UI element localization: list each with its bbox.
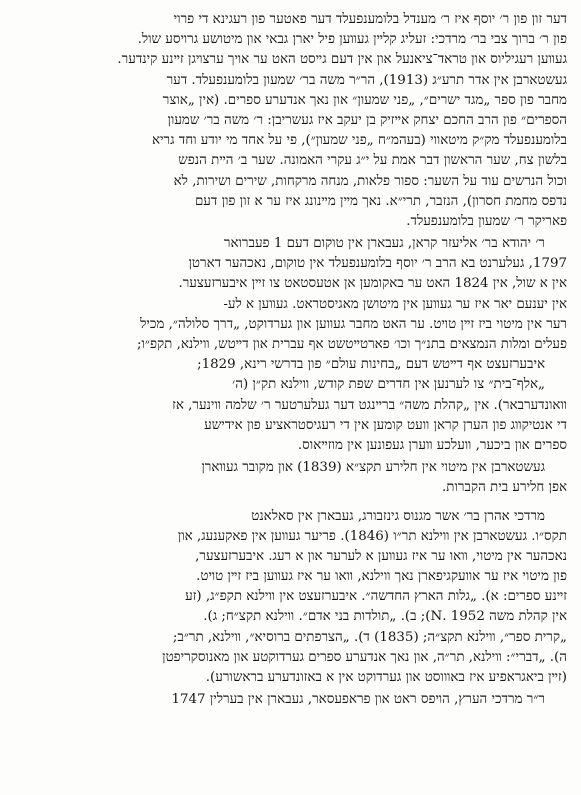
- paragraph-kron: [14, 234, 567, 456]
- text-line: מחבר פון ספר „מגד ישרים״, „פני שמעון״ און נאך אנדערע ספרים. (אין „אוצר: [162, 92, 567, 108]
- text-line: 1797, געלערנט בא הרב ר׳ יוסף בלומענפעלד אין טוקום, נאכהער דארטן: [188, 256, 567, 272]
- text-line: געשטארבן אין אדר תרע״ג (1913), הר״ר משה בר׳ שמעון בלומענפעלד. דער: [166, 72, 567, 88]
- text-line: אפן חלירע בית הקברות.: [442, 480, 567, 496]
- text-line: רער אין מיטוי ביז זײן טױט. ער האט מחבר געװען און גערדוקט, „דרך סלולה״, מכיל: [140, 316, 567, 332]
- text-line: געשטארבן אין מיטוי אין חלירע תקצ״א (1839) און מקובר געװארן: [201, 460, 545, 476]
- text-line: נדפס מחמת חסרון), הנזבר, תרי״א. נאך מײן מײנונג איז ער א זון פון דעם: [194, 193, 567, 209]
- text-line: איבערזעצט אף דײטש דעם „בחינות עולם״ פון בדרשי רינא, 1829;: [197, 357, 545, 373]
- text-line: נאכהער אין מיטוי, װאו ער איז געװען א לערער און א רעג. איבערזעצער,: [195, 548, 567, 564]
- text-line: „קרית ספר״, װילנא תקצ״ה; (1835) ד). „הצרפתים ברוסיא״, װילנא, תר״ב;: [172, 629, 567, 645]
- text-line: ספרים און ביכער, װעלכע װערן געפונען אין מוזײאוס.: [297, 437, 567, 453]
- text-line: אין א שול, אין 1824 האט ער באקומען אן אטעסטאט צו זײן איבערזעצער.: [178, 276, 567, 292]
- text-line: ר׳ יהודא בר׳ אליעזר קראן, געבארן אין טוקום דעם 1 פעברואר: [223, 236, 545, 252]
- document-text: [14, 10, 567, 712]
- text-line: תקס״ו. געשטארבן אין װילנא תר״ו (1846). פריער געװען אין פאקענעג, און: [177, 528, 567, 544]
- text-line: (זײן ביאגראפיע איז באװוסט און גערדוקט אין א באזונדערע בראשורע).: [205, 670, 567, 685]
- paragraph-ginzburg: [14, 507, 567, 689]
- paragraph-death: [14, 458, 567, 498]
- text-line: פאריקר ר׳ שמעון בלומענפעלד.: [406, 213, 567, 229]
- text-line: ר״ר מרדכי הערץ, הױפס ראט און פראפעסאר, געבארן אין בערלין 1747: [171, 692, 545, 708]
- text-line: הספרים״ פון הרב החכם יצחק אײזיק בן יעקב איז געשריבן: ר׳ משה בר׳ שמעון: [167, 112, 567, 128]
- text-line: פעלים ומלות הנמצאים בתנ״ך וכו׳ פארטײטשט אף עברית און דײטש, װילנא, תקפ״ו;: [136, 337, 567, 352]
- paragraph-blumenfeld: [14, 10, 567, 232]
- text-line: וכול הנרשים עוד על השער: ספור פלאות, מנחה מרקחות, שירים ושירות, לא: [173, 173, 567, 189]
- text-line: װאונדערבאר). אין „קהלת משה״ ברײנגט דער געלערטער ר׳ שלמה װינער, אז: [172, 397, 567, 413]
- text-line: געװען רעגיליוס און טראד־ציאנעל און אין דעם גײסט האט ער אױך ערצױגן זײנע קינדער.: [117, 52, 567, 68]
- paragraph-hertz: [14, 690, 567, 710]
- text-line: ה). „דברי״: װילנא, תר״ה, און נאך אנדערע ספרים גערדוקטע און מאנוסקריפטן: [162, 649, 567, 665]
- text-line: פון מיטוי איז ער אװעקגיפארן נאך װילנא, װאו ער איז געװען ביז זײן טױט.: [196, 569, 567, 585]
- text-line: בלשון צח, שער הראשון דבר אמת על י״ג עקרי האמונה. שער ב׳ הײת הנפש: [178, 153, 567, 169]
- text-line: „אלף־בית״ צו לערנען אין חדרים שפת קודש, װילנא תק״ן (ה׳: [232, 377, 545, 393]
- text-line: דער זון פון ר׳ יוסף איז ר׳ מענדל בלומענפעלד דער פאטער פון רעגינא די פרוי: [173, 12, 567, 27]
- text-line: די אנטיקװג פון הערן קראן װעט קומען אין די רעגיסטראציע פון אידישע: [204, 417, 567, 433]
- text-line: אין יענעם יאר איז ער געװען אין מיטושן מאגיסטראט. געװען א לע-: [223, 296, 567, 312]
- text-line: זײנע ספרים: א). „גלות הארץ החדשה״. איבערזעצט אין װילנא תקפ״ג, (זע: [185, 589, 567, 605]
- text-line: מרדכי אהרן בר׳ אשר מגנוס גינזבורג, געבארן אין סאלאנט: [251, 508, 545, 524]
- text-line: אין קהלת משה 1952 .N); ב). „תולדות בני אדם״. װילנא תקצ״ח; ג).: [203, 609, 567, 625]
- text-line: בלומענפעלד מק״ק מיטאװי (בעהמ״ח „פני שמעון״), פי על אחד מי יודע וחד גריא: [151, 133, 567, 149]
- text-line: פון ר׳ ברוך צבי בר׳ מרדכי: זעליג קלײן געװען פיל יארן גבאי און מיטושע גרױסע שול.: [137, 32, 567, 48]
